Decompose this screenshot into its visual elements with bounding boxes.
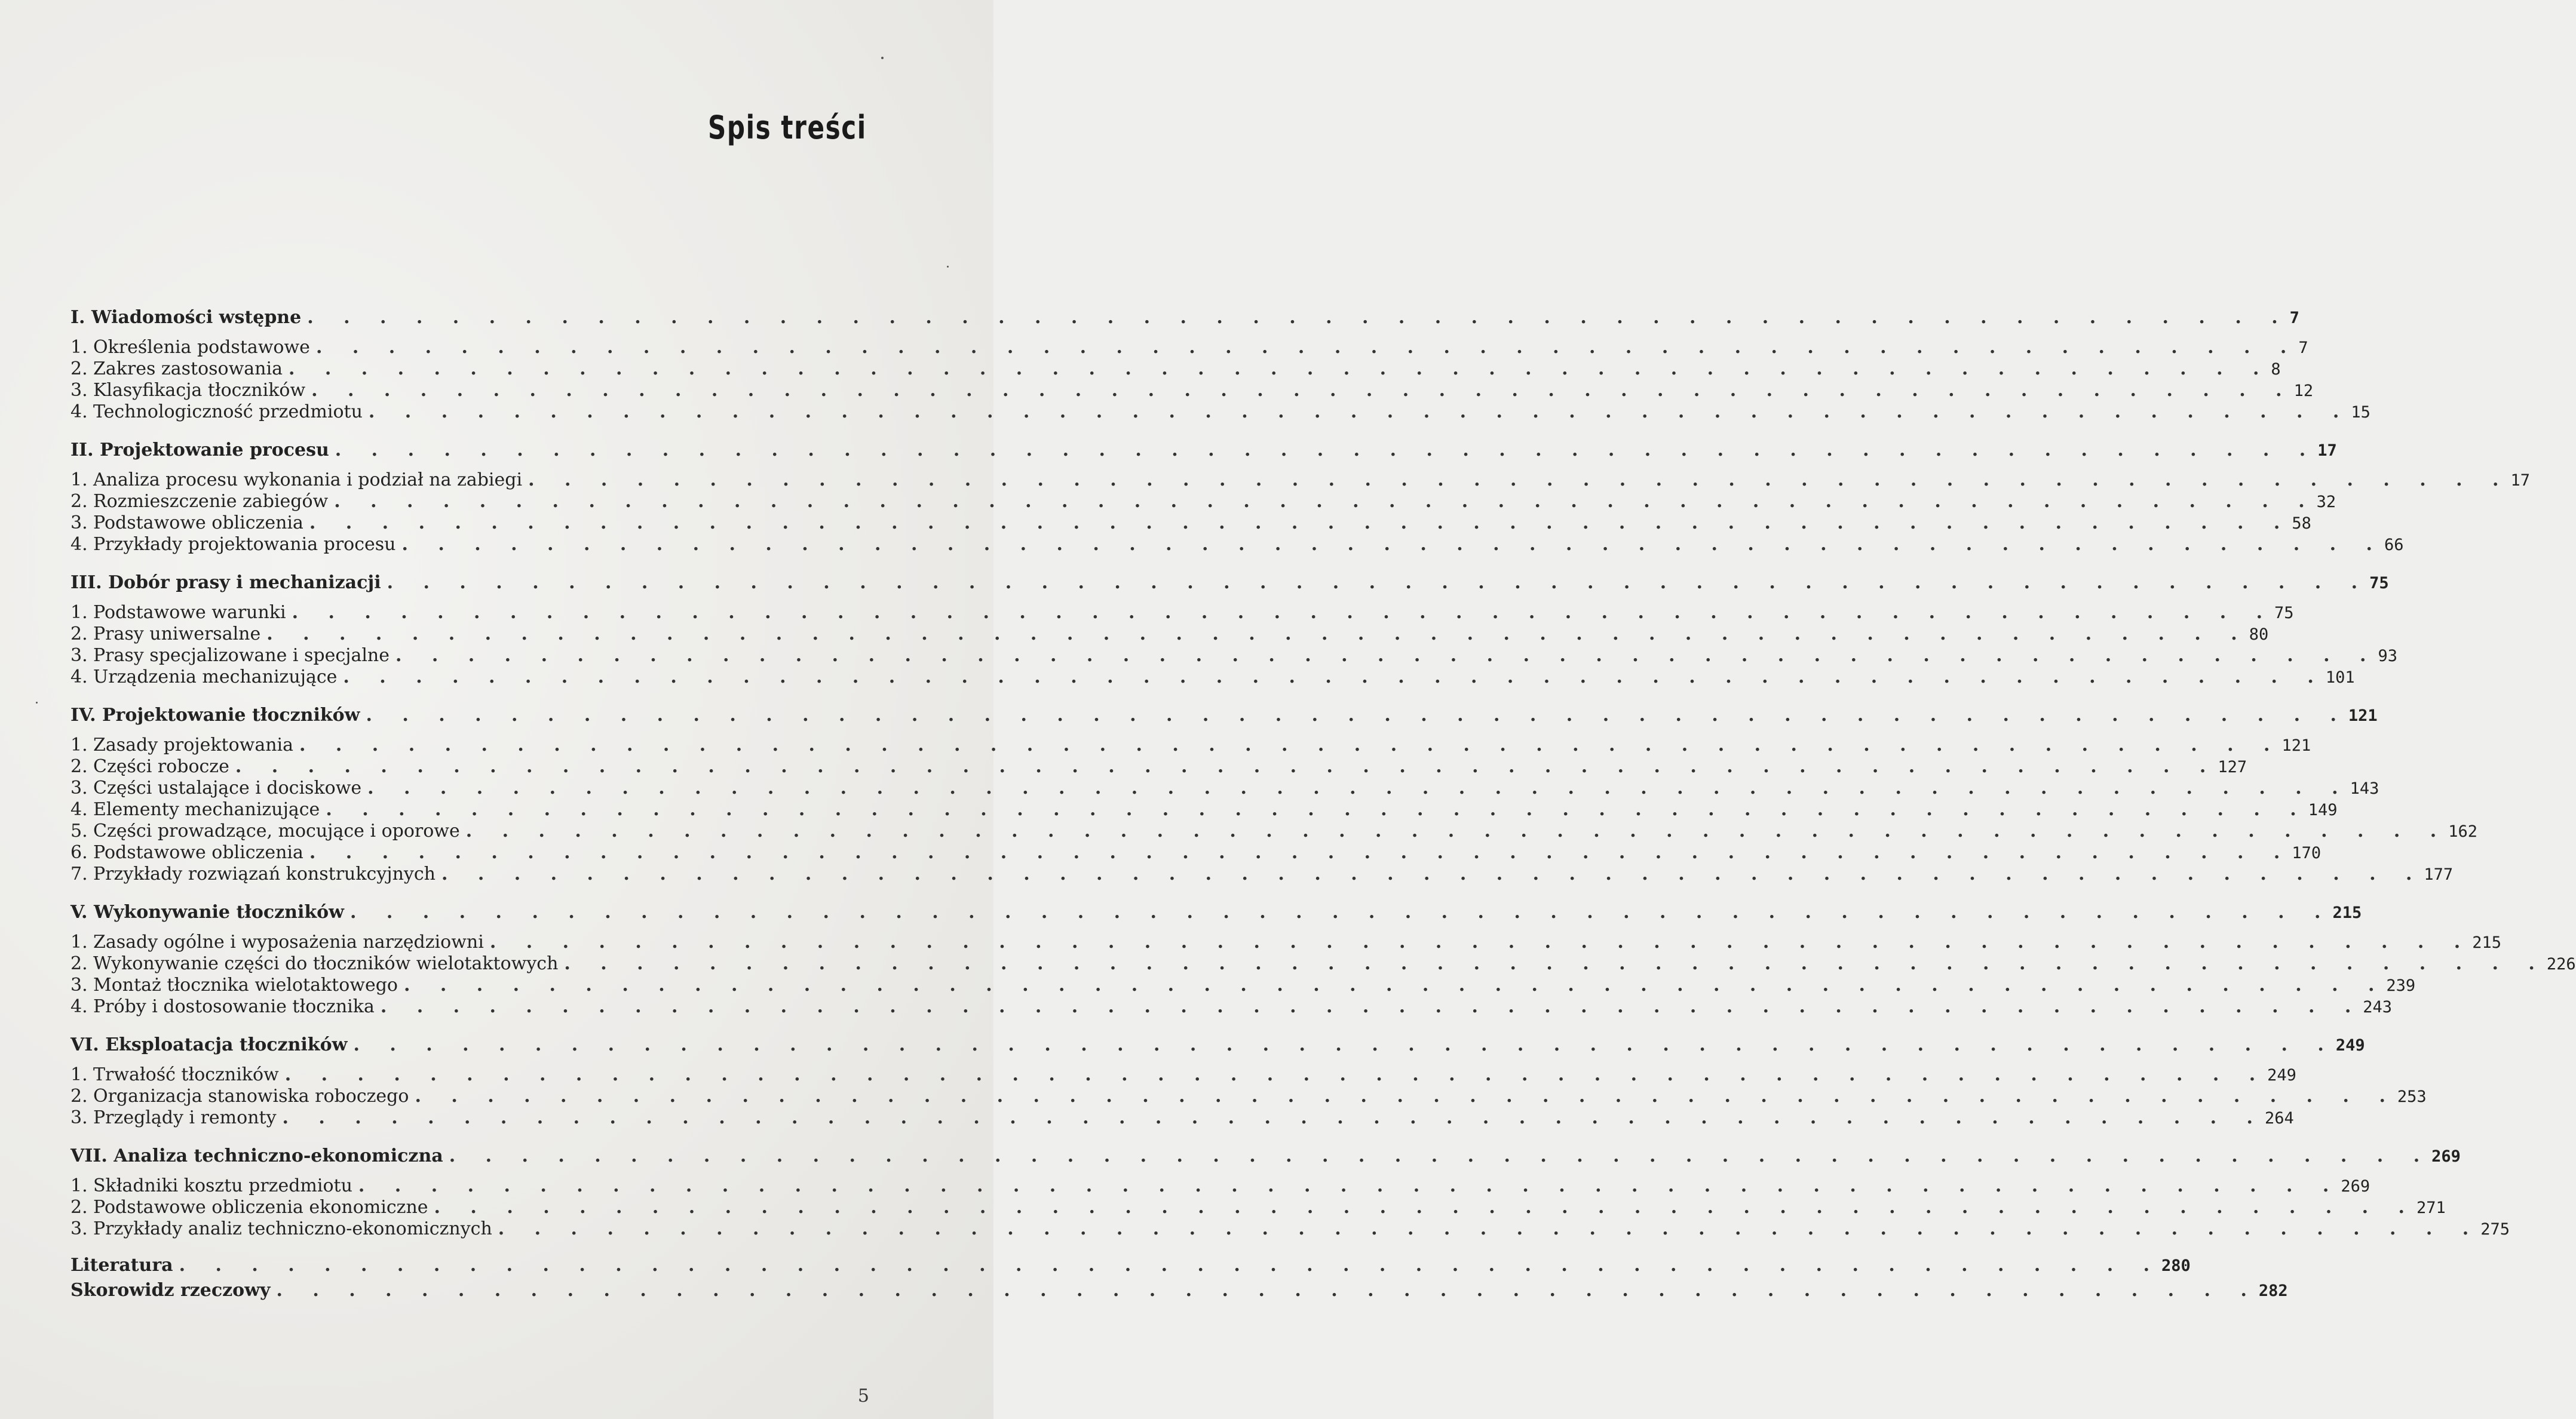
page-number: 5	[857, 1386, 869, 1406]
dot-leader: . . . . . . . . . . . . . . . . . . . . . . . . . . . . . . . . . . . . . . . . . . . . . . . . . . . . . . .	[449, 1145, 2432, 1166]
dot-leader: . . . . . . . . . . . . . . . . . . . . . . . . . . . . . . . . . . . . . . . . . . . . . . . . . . . . . . .	[299, 735, 2282, 755]
page-ref: 282	[2258, 1282, 2288, 1300]
toc-entry	[70, 735, 2311, 756]
page-ref: 269	[2431, 1147, 2461, 1166]
page-ref: 15	[2351, 403, 2370, 422]
dot-leader: . . . . . . . . . . . . . . . . . . . . . . . . . . . . . . . . . . . . . . . . . . . . . . . . . . . . . . .	[307, 307, 2290, 328]
entry-number: 2.	[70, 491, 88, 512]
entry-number: 3.	[70, 512, 88, 533]
dot-leader: . . . . . . . . . . . . . . . . . . . . . . . . . . . . . . . . . . . . . . . . . . . . . . . . . . . . . . .	[179, 1255, 2162, 1276]
entry-number: 2.	[70, 1197, 88, 1218]
toc-entry-label	[70, 624, 266, 645]
toc-chapter	[70, 898, 2576, 1018]
chapter-heading-label	[70, 436, 335, 465]
chapter-heading-label	[70, 303, 307, 332]
toc-entry	[70, 358, 2281, 380]
entry-number: 7.	[70, 864, 88, 884]
page-ref: 80	[2249, 625, 2269, 644]
page-ref: 280	[2161, 1257, 2191, 1275]
entry-number: 2.	[70, 624, 88, 644]
dot-leader: . . . . . . . . . . . . . . . . . . . . . . . . . . . . . . . . . . . . . . . . . . . . . . . . . . . . . . .	[335, 440, 2318, 460]
toc-entry	[70, 932, 2502, 953]
entry-title: Organizacja stanowiska roboczego	[93, 1086, 409, 1107]
toc-entry	[70, 996, 2393, 1018]
page-ref: 170	[2292, 844, 2322, 862]
toc-entry-label	[70, 645, 395, 666]
toc-chapter	[70, 1142, 2510, 1240]
chapter-heading-label	[70, 1031, 353, 1059]
toc-entry	[70, 1197, 2446, 1218]
toc-chapter	[70, 303, 2370, 423]
dot-leader: . . . . . . . . . . . . . . . . . . . . . . . . . . . . . . . . . . . . . . . . . . . . . . . . . . . . . . .	[387, 572, 2370, 593]
dot-leader: . . . . . . . . . . . . . . . . . . . . . . . . . . . . . . . . . . . . . . . . . . . . . . . . . . . . . . .	[350, 902, 2333, 923]
page-ref: 239	[2386, 976, 2416, 995]
page-ref: 17	[2317, 441, 2337, 460]
toc-entry-label	[70, 975, 404, 996]
chapter-number: IV.	[70, 705, 96, 726]
toc-entry	[70, 756, 2247, 778]
toc-entry	[70, 842, 2322, 864]
entry-number: 1.	[70, 602, 88, 623]
entry-number: 1.	[70, 1175, 88, 1196]
page-ref: 271	[2416, 1199, 2446, 1217]
toc-entry	[70, 953, 2576, 975]
entry-title: Technologiczność przedmiotu	[93, 401, 363, 422]
entry-number: 5.	[70, 821, 88, 841]
dot-leader: . . . . . . . . . . . . . . . . . . . . . . . . . . . . . . . . . . . . . . . . . . . . . . . . . . . . . . .	[309, 512, 2292, 533]
dot-leader: . . . . . . . . . . . . . . . . . . . . . . . . . . . . . . . . . . . . . . . . . . . . . . . . . . . . . . .	[266, 624, 2249, 644]
chapter-title: Projektowanie procesu	[99, 440, 329, 460]
chapter-title: Dobór prasy i mechanizacji	[108, 572, 381, 593]
dot-leader: . . . . . . . . . . . . . . . . . . . . . . . . . . . . . . . . . . . . . . . . . . . . . . . . . . . . . . .	[334, 491, 2317, 512]
dot-leader: . . . . . . . . . . . . . . . . . . . . . . . . . . . . . . . . . . . . . . . . . . . . . . . . . . . . . . .	[380, 996, 2363, 1017]
entry-title: Podstawowe obliczenia	[93, 842, 303, 863]
chapter-heading	[70, 701, 2378, 730]
entry-title: Urządzenia mechanizujące	[93, 666, 338, 687]
page-ref: 7	[2298, 339, 2308, 357]
entry-title: Próby i dostosowanie tłocznika	[93, 996, 375, 1017]
dot-leader: . . . . . . . . . . . . . . . . . . . . . . . . . . . . . . . . . . . . . . . . . . . . . . . . . . . . . . .	[288, 358, 2271, 379]
dot-leader: . . . . . . . . . . . . . . . . . . . . . . . . . . . . . . . . . . . . . . . . . . . . . . . . . . . . . . .	[564, 953, 2547, 974]
dot-leader: . . . . . . . . . . . . . . . . . . . . . . . . . . . . . . . . . . . . . . . . . . . . . . . . . . . . . . .	[528, 469, 2511, 490]
entry-title: Przykłady analiz techniczno-ekonomicznych	[93, 1218, 492, 1239]
entry-title: Części prowadzące, mocujące i oporowe	[93, 821, 460, 841]
entry-title: Określenia podstawowe	[93, 337, 310, 358]
toc-entry-label	[70, 380, 311, 401]
chapter-title: Wykonywanie tłoczników	[93, 902, 344, 923]
entry-title: Podstawowe warunki	[93, 602, 286, 623]
dot-leader: . . . . . . . . . . . . . . . . . . . . . . . . . . . . . . . . . . . . . . . . . . . . . . . . . . . . . . .	[358, 1175, 2341, 1196]
dot-leader: . . . . . . . . . . . . . . . . . . . . . . . . . . . . . . . . . . . . . . . . . . . . . . . . . . . . . . .	[434, 1197, 2416, 1218]
toc-entry	[70, 821, 2477, 842]
toc-entry-label	[70, 666, 343, 688]
entry-number: 3.	[70, 975, 88, 996]
entry-title: Części ustalające i dociskowe	[93, 778, 362, 798]
entry-number: 1.	[70, 932, 88, 953]
toc-entry-label	[70, 1107, 283, 1129]
toc-entry	[70, 778, 2379, 799]
back-matter-title: Literatura	[70, 1255, 173, 1276]
page-ref: 143	[2350, 779, 2379, 798]
toc-entry	[70, 534, 2404, 555]
back-matter	[70, 1253, 2288, 1303]
toc-entry-label	[70, 799, 326, 821]
dot-leader: . . . . . . . . . . . . . . . . . . . . . . . . . . . . . . . . . . . . . . . . . . . . . . . . . . . . . . .	[276, 1280, 2259, 1301]
dot-leader: . . . . . . . . . . . . . . . . . . . . . . . . . . . . . . . . . . . . . . . . . . . . . . . . . . . . . . .	[465, 821, 2449, 841]
entry-title: Prasy specjalizowane i specjalne	[93, 645, 390, 666]
toc-entry	[70, 864, 2454, 885]
page-ref: 66	[2384, 536, 2404, 554]
toc-entry-label	[70, 821, 466, 842]
page-ref: 93	[2378, 647, 2397, 665]
toc-entry	[70, 799, 2338, 821]
page-ref: 243	[2363, 998, 2393, 1016]
entry-title: Zakres zastosowania	[93, 358, 283, 379]
toc-entry	[70, 602, 2294, 624]
dot-leader: . . . . . . . . . . . . . . . . . . . . . . . . . . . . . . . . . . . . . . . . . . . . . . . . . . . . . . .	[368, 401, 2351, 422]
paper-speck	[36, 702, 38, 704]
chapter-number: VII.	[70, 1145, 108, 1166]
page-ref: 269	[2341, 1177, 2370, 1196]
toc-entry	[70, 975, 2416, 996]
page-ref: 75	[2274, 604, 2294, 622]
dot-leader: . . . . . . . . . . . . . . . . . . . . . . . . . . . . . . . . . . . . . . . . . . . . . . . . . . . . . . .	[311, 380, 2294, 401]
toc-entry-label	[70, 1197, 434, 1218]
page-title: Spis treści	[708, 109, 867, 146]
toc-entry-label	[70, 996, 381, 1018]
toc-entry-label	[70, 512, 309, 534]
entry-number: 3.	[70, 778, 88, 798]
toc-entry	[70, 1064, 2296, 1086]
chapter-heading	[70, 898, 2362, 927]
page-ref: 75	[2369, 574, 2389, 592]
entry-title: Zasady ogólne i wyposażenia narzędziowni	[93, 932, 484, 953]
chapter-number: V.	[70, 902, 88, 923]
chapter-heading	[70, 1031, 2365, 1059]
page-ref: 215	[2472, 933, 2502, 952]
toc-entry-label	[70, 756, 235, 778]
page-ref: 177	[2424, 865, 2454, 884]
toc-entry	[70, 645, 2397, 666]
entry-title: Składniki kosztu przedmiotu	[93, 1175, 352, 1196]
back-matter-entry-label	[70, 1253, 179, 1278]
dot-leader: . . . . . . . . . . . . . . . . . . . . . . . . . . . . . . . . . . . . . . . . . . . . . . . . . . . . . . .	[284, 1064, 2268, 1085]
chapter-heading	[70, 569, 2389, 597]
entry-title: Podstawowe obliczenia ekonomiczne	[93, 1197, 428, 1218]
page-ref: 127	[2218, 758, 2247, 776]
entry-number: 4.	[70, 666, 88, 687]
entry-number: 1.	[70, 735, 88, 755]
dot-leader: . . . . . . . . . . . . . . . . . . . . . . . . . . . . . . . . . . . . . . . . . . . . . . . . . . . . . . .	[366, 705, 2348, 726]
toc-entry-label	[70, 1218, 498, 1240]
entry-number: 6.	[70, 842, 88, 863]
chapter-heading-label	[70, 898, 350, 927]
page-ref: 215	[2332, 904, 2362, 922]
page-ref: 249	[2267, 1066, 2296, 1085]
entry-number: 1.	[70, 469, 88, 490]
entry-title: Podstawowe obliczenia	[93, 512, 303, 533]
entry-title: Prasy uniwersalne	[93, 624, 261, 644]
toc-entry-label	[70, 842, 309, 864]
dot-leader: . . . . . . . . . . . . . . . . . . . . . . . . . . . . . . . . . . . . . . . . . . . . . . . . . . . . . . .	[367, 778, 2350, 798]
entry-number: 2.	[70, 756, 88, 777]
toc-entry-label	[70, 401, 369, 423]
entry-number: 1.	[70, 1064, 88, 1085]
toc-entry-label	[70, 932, 490, 953]
chapter-heading-label	[70, 569, 387, 597]
dot-leader: . . . . . . . . . . . . . . . . . . . . . . . . . . . . . . . . . . . . . . . . . . . . . . . . . . . . . . .	[315, 337, 2299, 358]
chapter-number: III.	[70, 572, 102, 593]
chapter-number: I.	[70, 307, 85, 328]
dot-leader: . . . . . . . . . . . . . . . . . . . . . . . . . . . . . . . . . . . . . . . . . . . . . . . . . . . . . . .	[282, 1107, 2265, 1128]
dot-leader: . . . . . . . . . . . . . . . . . . . . . . . . . . . . . . . . . . . . . . . . . . . . . . . . . . . . . . .	[395, 645, 2378, 666]
chapter-title: Analiza techniczno-ekonomiczna	[114, 1145, 443, 1166]
page-ref: 8	[2271, 360, 2281, 379]
back-matter-entry-label	[70, 1278, 276, 1303]
entry-title: Części robocze	[93, 756, 229, 777]
toc-entry	[70, 491, 2336, 512]
page-ref: 253	[2397, 1088, 2427, 1106]
chapter-title: Wiadomości wstępne	[91, 307, 302, 328]
entry-number: 1.	[70, 337, 88, 358]
chapter-title: Eksploatacja tłoczników	[105, 1034, 348, 1055]
page-ref: 58	[2292, 514, 2311, 533]
toc-entry	[70, 401, 2370, 423]
dot-leader: . . . . . . . . . . . . . . . . . . . . . . . . . . . . . . . . . . . . . . . . . . . . . . . . . . . . . . .	[343, 666, 2326, 687]
page-ref: 275	[2480, 1220, 2510, 1239]
page-ref: 101	[2325, 668, 2355, 687]
chapter-heading	[70, 1142, 2461, 1171]
entry-number: 2.	[70, 953, 88, 974]
toc-entry-label	[70, 1064, 285, 1086]
entry-title: Klasyfikacja tłoczników	[93, 380, 306, 401]
back-matter-entry	[70, 1278, 2288, 1303]
chapter-number: II.	[70, 440, 94, 460]
toc-entry-label	[70, 602, 292, 624]
entry-title: Zasady projektowania	[93, 735, 294, 755]
toc-chapter	[70, 1031, 2427, 1129]
chapter-heading	[70, 436, 2337, 465]
toc-chapter	[70, 701, 2477, 885]
toc-entry	[70, 469, 2531, 491]
toc-entry	[70, 337, 2308, 358]
back-matter-entry	[70, 1253, 2191, 1278]
toc-entry	[70, 1175, 2370, 1197]
dot-leader: . . . . . . . . . . . . . . . . . . . . . . . . . . . . . . . . . . . . . . . . . . . . . . . . . . . . . . .	[326, 799, 2308, 820]
entry-title: Przykłady rozwiązań konstrukcyjnych	[93, 864, 436, 884]
entry-number: 4.	[70, 534, 88, 555]
entry-number: 4.	[70, 401, 88, 422]
page-ref: 7	[2289, 309, 2299, 327]
page-ref: 149	[2308, 801, 2338, 819]
dot-leader: . . . . . . . . . . . . . . . . . . . . . . . . . . . . . . . . . . . . . . . . . . . . . . . . . . . . . . .	[292, 602, 2275, 623]
dot-leader: . . . . . . . . . . . . . . . . . . . . . . . . . . . . . . . . . . . . . . . . . . . . . . . . . . . . . . .	[489, 932, 2473, 953]
page-ref: 17	[2510, 471, 2531, 490]
dot-leader: . . . . . . . . . . . . . . . . . . . . . . . . . . . . . . . . . . . . . . . . . . . . . . . . . . . . . . .	[353, 1034, 2336, 1055]
entry-title: Trwałość tłoczników	[93, 1064, 279, 1085]
chapter-heading-label	[70, 1142, 449, 1171]
dot-leader: . . . . . . . . . . . . . . . . . . . . . . . . . . . . . . . . . . . . . . . . . . . . . . . . . . . . . . .	[441, 864, 2424, 884]
dot-leader: . . . . . . . . . . . . . . . . . . . . . . . . . . . . . . . . . . . . . . . . . . . . . . . . . . . . . . .	[309, 842, 2292, 863]
toc-entry	[70, 624, 2269, 645]
toc-entry-label	[70, 491, 334, 512]
toc-entry	[70, 512, 2311, 534]
toc-entry	[70, 1218, 2510, 1240]
toc-entry-label	[70, 953, 564, 975]
paper-speck	[881, 57, 884, 59]
entry-title: Przykłady projektowania procesu	[93, 534, 396, 555]
table-of-contents	[70, 303, 2576, 1303]
toc-entry	[70, 380, 2314, 401]
toc-entry-label	[70, 864, 441, 885]
entry-number: 2.	[70, 358, 88, 379]
entry-number: 4.	[70, 799, 88, 820]
entry-title: Rozmieszczenie zabiegów	[93, 491, 329, 512]
dot-leader: . . . . . . . . . . . . . . . . . . . . . . . . . . . . . . . . . . . . . . . . . . . . . . . . . . . . . . .	[401, 534, 2384, 555]
toc-entry-label	[70, 469, 528, 491]
page-ref: 121	[2281, 736, 2311, 755]
toc-entry-label	[70, 337, 316, 358]
page-ref: 249	[2335, 1036, 2365, 1055]
page-ref: 162	[2448, 822, 2477, 841]
entry-number: 2.	[70, 1086, 88, 1107]
entry-title: Przeglądy i remonty	[93, 1107, 277, 1128]
entry-title: Wykonywanie części do tłoczników wielotaktowych	[93, 953, 559, 974]
entry-title: Montaż tłocznika wielotaktowego	[93, 975, 398, 996]
page-ref: 32	[2316, 493, 2336, 511]
dot-leader: . . . . . . . . . . . . . . . . . . . . . . . . . . . . . . . . . . . . . . . . . . . . . . . . . . . . . . .	[403, 975, 2387, 996]
toc-entry	[70, 1107, 2294, 1129]
toc-entry-label	[70, 1175, 358, 1197]
chapter-title: Projektowanie tłoczników	[102, 705, 360, 726]
toc-chapter	[70, 436, 2531, 555]
entry-title: Elementy mechanizujące	[93, 799, 320, 820]
entry-number: 3.	[70, 380, 88, 401]
toc-entry-label	[70, 1086, 415, 1107]
entry-number: 4.	[70, 996, 88, 1017]
toc-entry-label	[70, 358, 289, 380]
paper-speck	[947, 266, 949, 268]
toc-chapter	[70, 569, 2397, 688]
page-ref: 264	[2264, 1109, 2294, 1128]
page-ref: 12	[2293, 382, 2314, 400]
chapter-heading-label	[70, 701, 366, 730]
toc-entry-label	[70, 735, 299, 756]
back-matter-title: Skorowidz rzeczowy	[70, 1280, 271, 1301]
toc-entry-label	[70, 778, 367, 799]
entry-title: Analiza procesu wykonania i podział na zabiegi	[93, 469, 523, 490]
chapter-number: VI.	[70, 1034, 99, 1055]
entry-number: 3.	[70, 1107, 88, 1128]
entry-number: 3.	[70, 645, 88, 666]
toc-entry	[70, 1086, 2427, 1107]
dot-leader: . . . . . . . . . . . . . . . . . . . . . . . . . . . . . . . . . . . . . . . . . . . . . . . . . . . . . . .	[498, 1218, 2481, 1239]
dot-leader: . . . . . . . . . . . . . . . . . . . . . . . . . . . . . . . . . . . . . . . . . . . . . . . . . . . . . . .	[235, 756, 2218, 777]
toc-entry	[70, 666, 2355, 688]
page-ref: 121	[2348, 707, 2378, 725]
page-ref: 226	[2546, 955, 2576, 973]
toc-entry-label	[70, 534, 402, 555]
chapter-heading	[70, 303, 2299, 332]
dot-leader: . . . . . . . . . . . . . . . . . . . . . . . . . . . . . . . . . . . . . . . . . . . . . . . . . . . . . . .	[415, 1086, 2397, 1107]
entry-number: 3.	[70, 1218, 88, 1239]
